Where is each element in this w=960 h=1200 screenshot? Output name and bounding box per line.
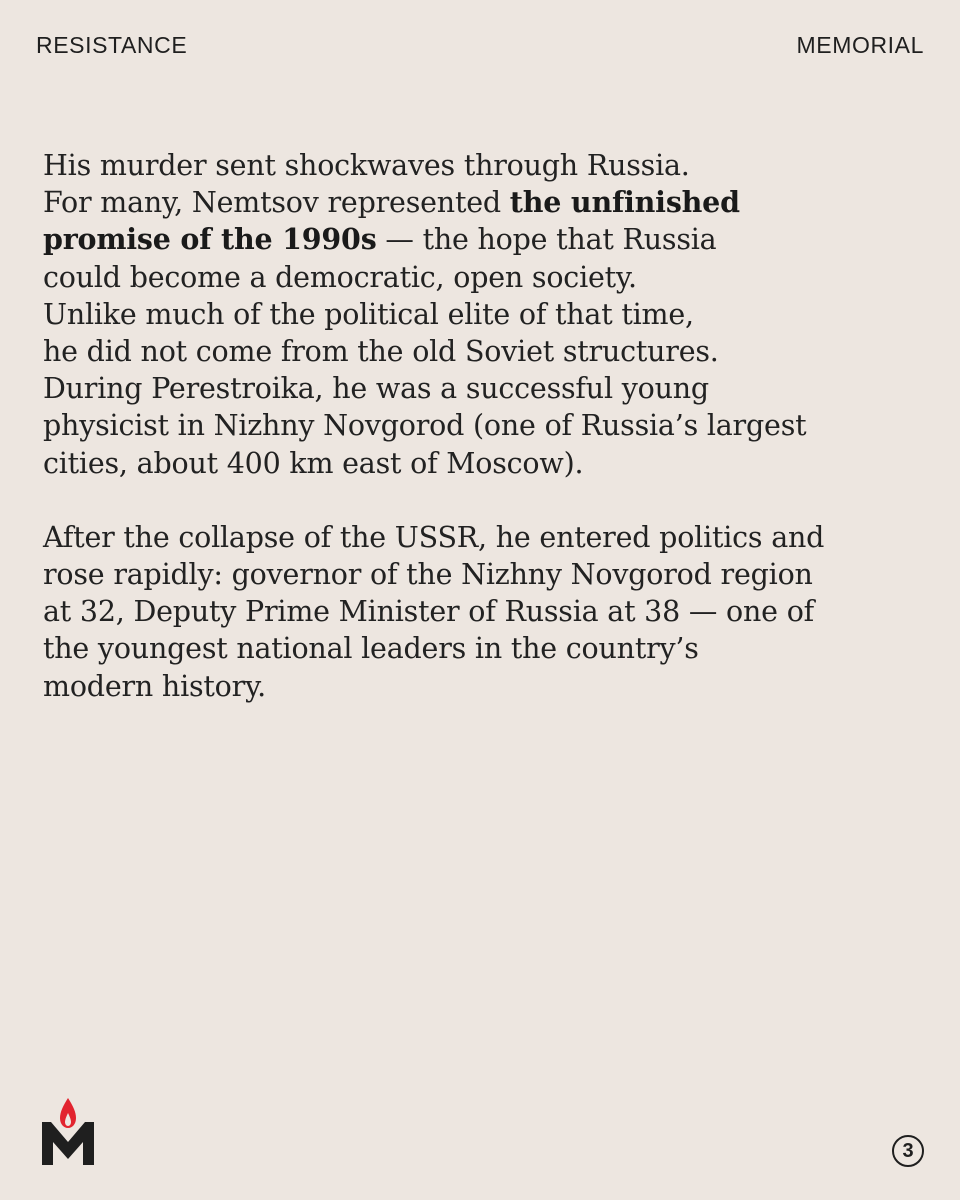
text-line [43,221,943,258]
text-line: Unlike much of the political elite of that time, [43,297,694,331]
text-fragment: For many, Nemtsov represented [43,186,510,220]
text-line: he did not come from the old Soviet structures. [43,335,719,369]
bold-phrase: promise of the 1990s [43,222,377,257]
page-number-badge: 3 [892,1135,924,1167]
text-line: could become a democratic, open society. [43,260,637,294]
text-line: cities, about 400 km east of Moscow). [43,446,584,480]
text-line: His murder sent shockwaves through Russia. [43,149,690,182]
header-left-label: RESISTANCE [36,31,188,58]
header [36,30,924,60]
text-line: After the collapse of the USSR, he entered politics and [43,520,825,554]
text-line: rose rapidly: governor of the Nizhny Novgorod region [43,558,813,592]
article-body [43,147,943,705]
header-right-label: MEMORIAL [796,31,924,58]
paragraph-2 [43,519,943,705]
bold-phrase: the unfinished [509,185,740,220]
text-line: physicist in Nizhny Novgorod (one of Russia’s largest [43,409,807,443]
m-letter-icon [42,1122,94,1165]
text-fragment: — the hope that Russia [376,223,717,257]
text-line: the youngest national leaders in the country’s [43,632,699,666]
text-line [43,184,943,221]
text-line: modern history. [43,669,267,703]
paragraph-1 [43,147,943,482]
memorial-logo-icon [42,1096,94,1166]
text-line: During Perestroika, he was a successful young [43,372,709,406]
text-line: at 32, Deputy Prime Minister of Russia at 38 — one of [43,595,815,629]
